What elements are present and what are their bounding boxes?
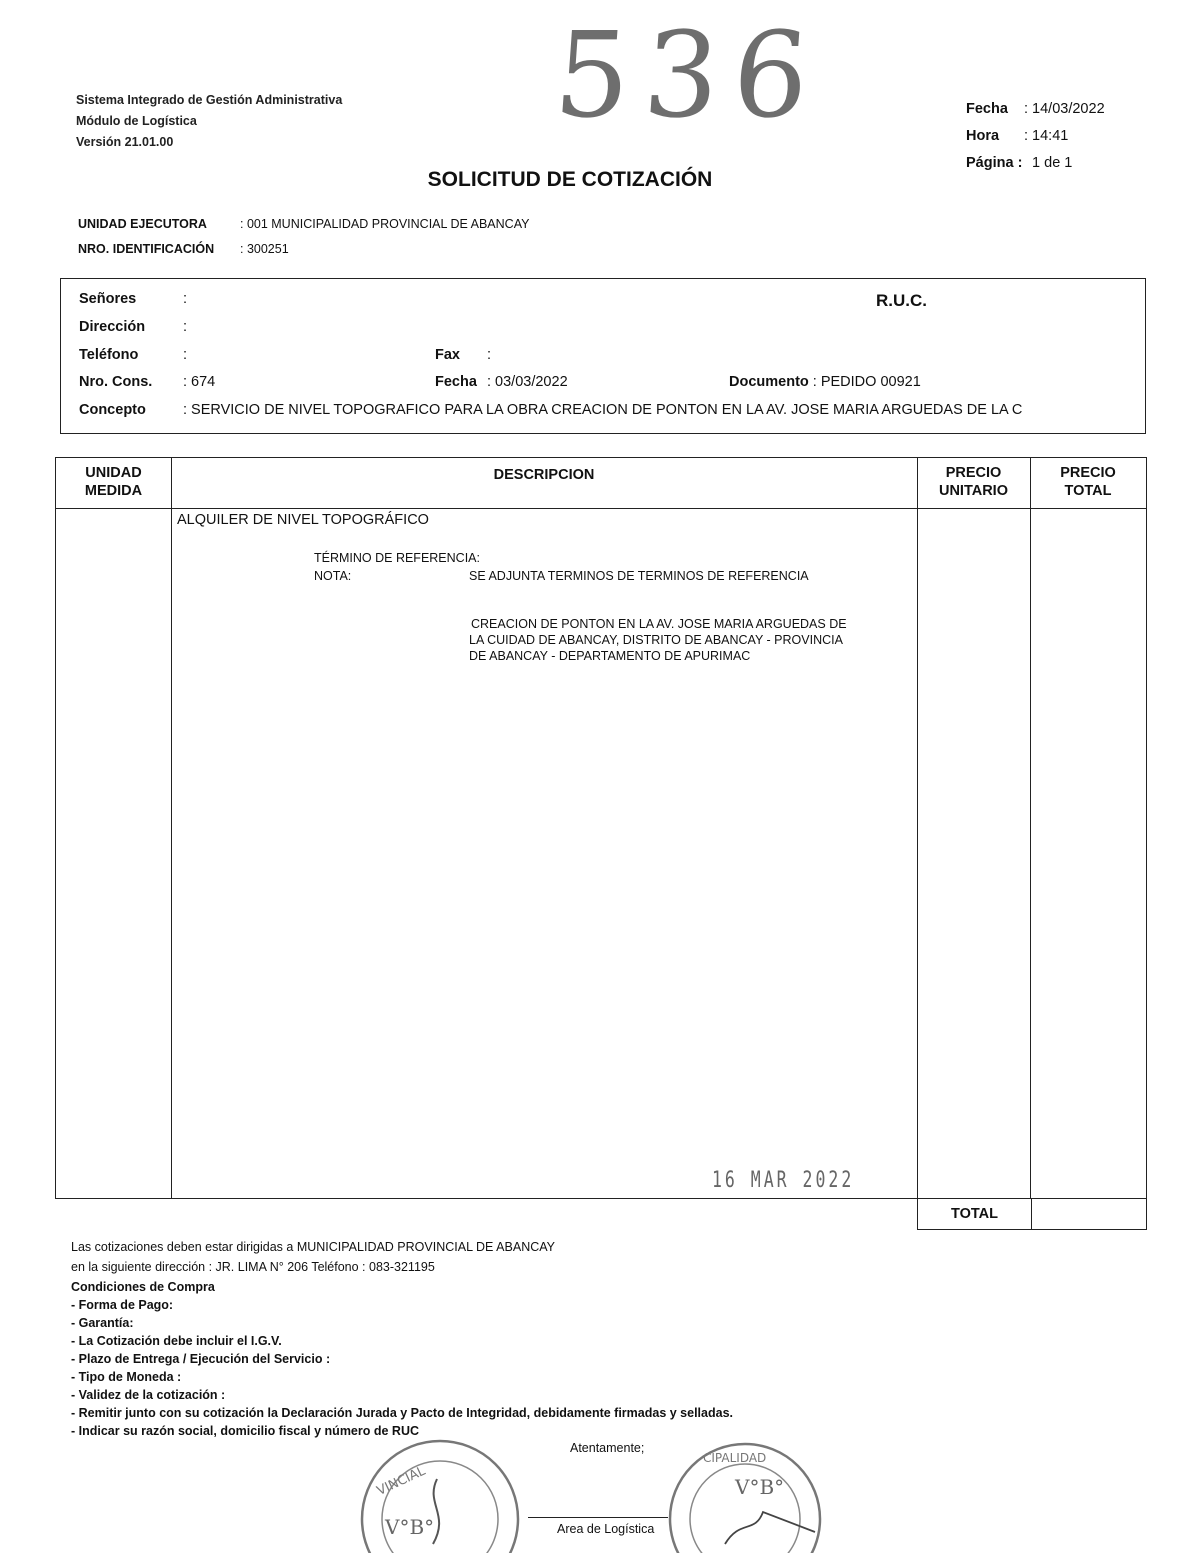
- col-header-pt-line2: TOTAL: [1064, 483, 1112, 499]
- pagina-value: 1 de 1: [1032, 155, 1073, 171]
- system-name: Sistema Integrado de Gestión Administrativa: [76, 93, 343, 107]
- nota-value: SE ADJUNTA TERMINOS DE TERMINOS DE REFERENCIA: [469, 569, 809, 583]
- termino-referencia: TÉRMINO DE REFERENCIA:: [314, 551, 480, 565]
- senores-label: Señores: [79, 291, 137, 307]
- fax-label: Fax: [435, 347, 460, 363]
- condition-item: - Indicar su razón social, domicilio fiscal y número de RUC: [71, 1424, 419, 1438]
- col-header-precio-unitario: [917, 464, 1030, 500]
- received-date-stamp: 16 MAR 2022: [712, 1168, 855, 1193]
- col-header-pu-line2: UNITARIO: [938, 483, 1008, 499]
- condition-item: - Garantía:: [71, 1316, 134, 1330]
- module-name: Módulo de Logística: [76, 114, 197, 128]
- total-label: TOTAL: [951, 1206, 998, 1222]
- total-box: [917, 1198, 1147, 1230]
- item-description: ALQUILER DE NIVEL TOPOGRÁFICO: [177, 512, 429, 528]
- hora-label: Hora: [966, 128, 1000, 144]
- col-header-unidad-line1: UNIDAD: [85, 465, 142, 481]
- document-meta: [966, 96, 1105, 177]
- condition-item: - Forma de Pago:: [71, 1298, 174, 1312]
- nro-id-value: : 300251: [240, 242, 289, 256]
- direccion-value: :: [183, 319, 188, 335]
- handwritten-number: 536: [550, 6, 828, 144]
- left-seal-text: VINCIAL: [374, 1463, 428, 1500]
- fax-value: :: [487, 347, 492, 363]
- nro-id-label: NRO. IDENTIFICACIÓN: [78, 242, 215, 256]
- left-seal-vobo: V°B°: [385, 1515, 435, 1539]
- fecha-pedido-label: Fecha: [435, 374, 477, 390]
- telefono-value: :: [183, 347, 188, 363]
- ue-label: UNIDAD EJECUTORA: [78, 217, 207, 231]
- ue-value: : 001 MUNICIPALIDAD PROVINCIAL DE ABANCAY: [240, 217, 530, 231]
- version: Versión 21.01.00: [76, 135, 174, 149]
- col-header-pt-line1: PRECIO: [1060, 465, 1116, 481]
- hora-value: : 14:41: [1024, 128, 1069, 144]
- condition-item: - Tipo de Moneda :: [71, 1370, 182, 1384]
- col-divider: [917, 458, 918, 1198]
- signature-line: [528, 1517, 668, 1518]
- conditions-title: Condiciones de Compra: [71, 1280, 215, 1294]
- col-divider: [1030, 458, 1031, 1198]
- concepto-label: Concepto: [79, 402, 146, 418]
- telefono-label: Teléfono: [79, 347, 139, 363]
- header-divider: [56, 508, 1146, 509]
- supplier-box: [60, 278, 1146, 434]
- col-divider: [171, 458, 172, 1198]
- col-header-unidad: [56, 464, 171, 500]
- right-seal-text: CIPALIDAD: [703, 1451, 767, 1465]
- footer-line-2: en la siguiente dirección : JR. LIMA N° 206 Teléfono : 083-321195: [71, 1260, 435, 1274]
- documento-label: Documento: [729, 374, 809, 390]
- col-header-precio-total: [1030, 464, 1146, 500]
- col-header-unidad-line2: MEDIDA: [84, 483, 143, 499]
- condition-item: - La Cotización debe incluir el I.G.V.: [71, 1334, 282, 1348]
- nro-cons-value: : 674: [183, 374, 216, 390]
- senores-value: :: [183, 291, 188, 307]
- system-info: [76, 90, 342, 153]
- footer-conditions: [71, 1238, 733, 1440]
- condition-item: - Plazo de Entrega / Ejecución del Servicio :: [71, 1352, 331, 1366]
- total-divider: [1031, 1198, 1032, 1229]
- fecha-value: : 14/03/2022: [1024, 101, 1105, 117]
- pagina-label: Página :: [966, 155, 1023, 171]
- fecha-label: Fecha: [966, 101, 1008, 117]
- right-seal-vobo: V°B°: [735, 1475, 785, 1499]
- footer-line-1: Las cotizaciones deben estar dirigidas a MUNICIPALIDAD PROVINCIAL DE ABANCAY: [71, 1240, 555, 1254]
- documento-value: : PEDIDO 00921: [812, 374, 921, 390]
- page-title: SOLICITUD DE COTIZACIÓN: [427, 168, 713, 191]
- obra-line: CREACION DE PONTON EN LA AV. JOSE MARIA ARGUEDAS DE: [471, 617, 847, 631]
- condition-item: - Validez de la cotización :: [71, 1388, 226, 1402]
- area-logistica: Area de Logística: [557, 1522, 655, 1536]
- ruc-label: R.U.C.: [876, 291, 927, 310]
- direccion-label: Dirección: [79, 319, 146, 335]
- col-header-pu-line1: PRECIO: [945, 465, 1002, 481]
- atentamente: Atentamente;: [570, 1441, 645, 1455]
- nro-cons-label: Nro. Cons.: [79, 374, 153, 390]
- left-seal-stamp: [355, 1434, 525, 1553]
- concepto-value: : SERVICIO DE NIVEL TOPOGRAFICO PARA LA OBRA CREACION DE PONTON EN LA AV. JOSE MARIA ARGUEDAS DE LA C: [183, 402, 1023, 418]
- signature-scribble: [725, 1512, 815, 1544]
- condition-item: - Remitir junto con su cotización la Declaración Jurada y Pacto de Integridad, debidamente firmadas y selladas.: [71, 1406, 733, 1420]
- items-table: [55, 457, 1147, 1199]
- right-seal-stamp: [665, 1434, 825, 1553]
- nota-label: NOTA:: [314, 569, 352, 583]
- obra-line: LA CUIDAD DE ABANCAY, DISTRITO DE ABANCAY - PROVINCIA: [469, 633, 843, 647]
- fecha-pedido-value: : 03/03/2022: [487, 374, 568, 390]
- unidad-ejecutora-block: [78, 212, 529, 262]
- col-header-descripcion: DESCRIPCION: [493, 467, 595, 483]
- obra-line: DE ABANCAY - DEPARTAMENTO DE APURIMAC: [469, 649, 751, 663]
